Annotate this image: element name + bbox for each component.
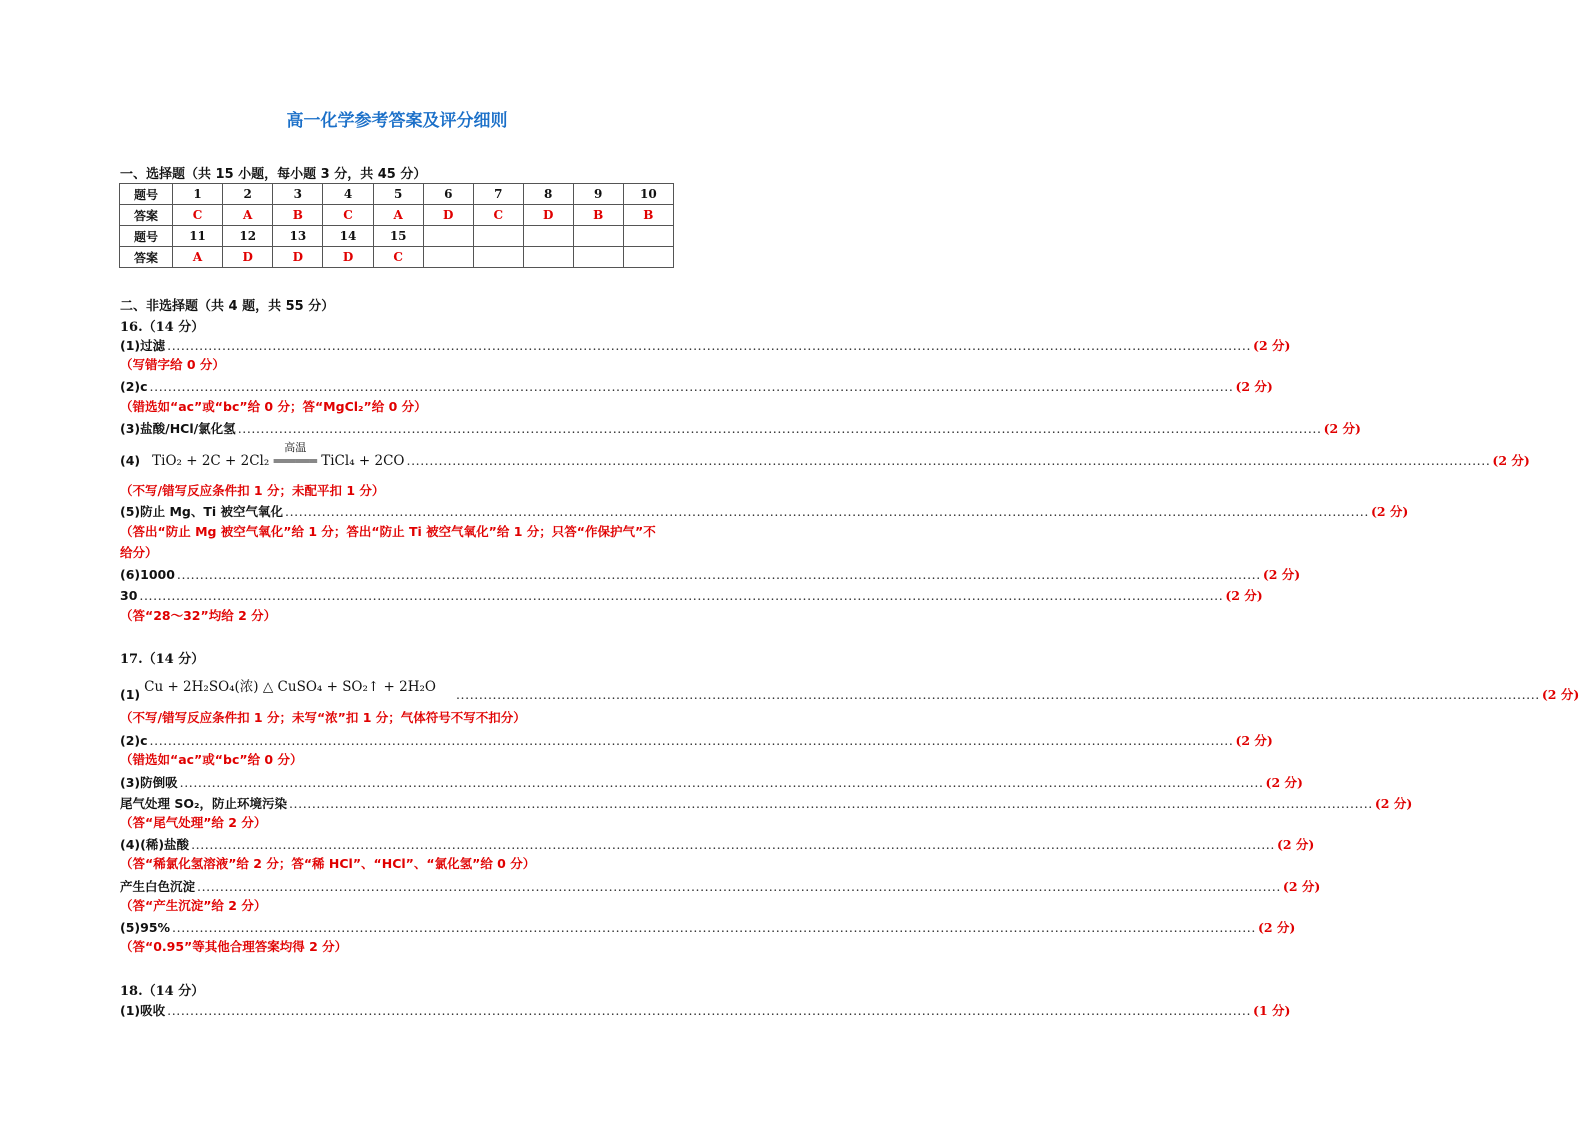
answer-line (120, 877, 1321, 895)
answer-text: 尾气处理 SO₂，防止环境污染 (120, 796, 287, 811)
table-row (120, 184, 674, 205)
points: (2 分) (1282, 879, 1321, 894)
table-cell (623, 226, 673, 247)
row-label-num: 题号 (120, 184, 173, 205)
leader-dots: ............................................................................................................................................................................................................................................. (288, 796, 1373, 811)
leader-dots: ............................................................................................................................................................................................................................................. (172, 920, 1256, 935)
answer-text: (3)防倒吸 (120, 775, 178, 790)
table-cell: 10 (623, 184, 673, 205)
answer-cell: D (423, 205, 473, 226)
scoring-note: （答“28～32”均给 2 分） (120, 608, 277, 623)
answer-cell: C (373, 247, 423, 268)
answer-text: (3)盐酸/HCl/氯化氢 (120, 421, 236, 436)
leader-dots: ............................................................................................................................................................................................................................................. (167, 1003, 1252, 1018)
points: (2 分) (1541, 687, 1579, 702)
table-row (120, 247, 674, 268)
answer-text: (5)95% (120, 920, 171, 935)
leader-dots: ............................................................................................................................................................................................................................................. (179, 775, 1264, 790)
answer-line (120, 377, 1273, 395)
answer-text: (4)(稀)盐酸 (120, 837, 190, 852)
answer-text: (6)1000 (120, 567, 175, 582)
leader-dots: ............................................................................................................................................................................................................................................. (406, 453, 1491, 468)
table-cell (523, 226, 573, 247)
table-cell: 15 (373, 226, 423, 247)
answer-line (120, 918, 1296, 936)
table-cell: 13 (273, 226, 323, 247)
chemical-equation: Cu + 2H₂SO₄(浓) △ CuSO₄ + SO₂↑ + 2H₂O (144, 679, 436, 695)
table-cell: 9 (573, 184, 623, 205)
answer-line (120, 586, 1263, 604)
answer-text: 30 (120, 588, 138, 603)
table-row (120, 226, 674, 247)
scoring-note: （答“产生沉淀”给 2 分） (120, 898, 267, 913)
points: (2 分) (1323, 421, 1361, 436)
table-cell (423, 226, 473, 247)
answer-cell: A (172, 247, 222, 268)
table-cell (573, 247, 623, 268)
row-label-ans: 答案 (120, 247, 173, 268)
points: (2 分) (1374, 796, 1413, 811)
answer-cell: D (523, 205, 573, 226)
answer-text: (1)过滤 (120, 338, 166, 353)
table-cell: 2 (223, 184, 273, 205)
answer-line (120, 794, 1413, 812)
table-cell: 7 (473, 184, 523, 205)
scoring-note: （不写/错写反应条件扣 1 分；未配平扣 1 分） (120, 483, 385, 498)
points: (2 分) (1370, 504, 1409, 519)
equation-left: TiO₂ + 2C + 2Cl₂ (152, 453, 270, 469)
page-title: 高一化学参考答案及评分细则 (286, 111, 508, 131)
answer-line (120, 1001, 1291, 1019)
leader-dots: ............................................................................................................................................................................................................................................. (139, 588, 1224, 603)
scoring-note: （写错字给 0 分） (120, 357, 225, 372)
answer-line (120, 419, 1361, 437)
scoring-note: （答“0.95”等其他合理答案均得 2 分） (120, 939, 348, 954)
answer-text: (1)吸收 (120, 1003, 166, 1018)
answer-line (120, 731, 1273, 749)
section2-heading: 二、非选择题（共 4 题，共 55 分） (120, 299, 335, 314)
table-row (120, 205, 674, 226)
answer-text: (5)防止 Mg、Ti 被空气氧化 (120, 504, 284, 519)
points: (2 分) (1253, 338, 1291, 353)
points: (2 分) (1235, 733, 1273, 748)
points: (2 分) (1492, 453, 1530, 468)
row-label-ans: 答案 (120, 205, 173, 226)
answer-line (120, 336, 1291, 354)
table-cell: 8 (523, 184, 573, 205)
row-label-num: 题号 (120, 226, 173, 247)
scoring-note: （不写/错写反应条件扣 1 分；未写“浓”扣 1 分；气体符号不写不扣分） (120, 710, 526, 725)
points: (1 分) (1253, 1003, 1291, 1018)
scoring-note: （答“稀氯化氢溶液”给 2 分；答“稀 HCl”、“HCl”、“氯化氢”给 0 分） (120, 856, 536, 871)
answer-cell: B (573, 205, 623, 226)
table-cell (473, 247, 523, 268)
leader-dots: ............................................................................................................................................................................................................................................. (455, 687, 1540, 702)
points: (2 分) (1225, 588, 1263, 603)
answer-cell: C (323, 205, 373, 226)
table-cell: 5 (373, 184, 423, 205)
answer-text: (2)c (120, 733, 148, 748)
scoring-note: （答“尾气处理”给 2 分） (120, 815, 267, 830)
leader-dots: ............................................................................................................................................................................................................................................. (285, 504, 1369, 519)
leader-dots: ............................................................................................................................................................................................................................................. (149, 733, 1234, 748)
table-cell (523, 247, 573, 268)
table-cell: 3 (273, 184, 323, 205)
answer-text: 产生白色沉淀 (120, 879, 196, 894)
points: (2 分) (1276, 837, 1315, 852)
section1-heading: 一、选择题（共 15 小题，每小题 3 分，共 45 分） (120, 167, 427, 182)
table-cell: 6 (423, 184, 473, 205)
answer-text: (4) (120, 453, 141, 468)
leader-dots: ............................................................................................................................................................................................................................................. (176, 567, 1261, 582)
scoring-note: （答出“防止 Mg 被空气氧化”给 1 分；答出“防止 Ti 被空气氧化”给 1 分；只答“作保护气”不给分） (120, 524, 656, 560)
answer-line (120, 835, 1315, 853)
answer-cell: D (273, 247, 323, 268)
answer-cell: A (223, 205, 273, 226)
table-cell (473, 226, 523, 247)
equation-right: TiCl₄ + 2CO (321, 453, 405, 469)
table-cell (423, 247, 473, 268)
points: (2 分) (1265, 775, 1303, 790)
leader-dots: ............................................................................................................................................................................................................................................. (191, 837, 1275, 852)
leader-dots: ............................................................................................................................................................................................................................................. (167, 338, 1252, 353)
answer-cell: A (373, 205, 423, 226)
answer-cell: C (172, 205, 222, 226)
answer-cell: B (273, 205, 323, 226)
answer-cell: D (323, 247, 373, 268)
answer-text: (1) (120, 687, 141, 702)
scoring-note: （错选如“ac”或“bc”给 0 分） (120, 752, 303, 767)
leader-dots: ............................................................................................................................................................................................................................................. (149, 379, 1234, 394)
answer-table (119, 183, 674, 268)
table-cell: 12 (223, 226, 273, 247)
answer-line (120, 679, 1579, 703)
q18-heading: 18.（14 分） (120, 984, 205, 999)
q17-heading: 17.（14 分） (120, 652, 205, 667)
chemical-equation (152, 441, 405, 469)
table-cell: 4 (323, 184, 373, 205)
answer-line (120, 773, 1303, 791)
answer-line (120, 441, 1530, 469)
answer-cell: C (473, 205, 523, 226)
points: (2 分) (1262, 567, 1301, 582)
scoring-note: （错选如“ac”或“bc”给 0 分；答“MgCl₂”给 0 分） (120, 399, 427, 414)
condition-label: 高温 (284, 441, 307, 454)
table-cell (573, 226, 623, 247)
points: (2 分) (1235, 379, 1273, 394)
answer-line (120, 502, 1409, 520)
answer-line (120, 565, 1301, 583)
answer-cell: B (623, 205, 673, 226)
reaction-condition (273, 441, 317, 468)
table-cell: 14 (323, 226, 373, 247)
equals-sign: ══════ (273, 454, 317, 468)
table-cell (623, 247, 673, 268)
leader-dots: ............................................................................................................................................................................................................................................. (197, 879, 1281, 894)
leader-dots: ............................................................................................................................................................................................................................................. (237, 421, 1322, 436)
table-cell: 11 (172, 226, 222, 247)
answer-text: (2)c (120, 379, 148, 394)
points: (2 分) (1257, 920, 1296, 935)
q16-heading: 16.（14 分） (120, 320, 205, 335)
answer-cell: D (223, 247, 273, 268)
table-cell: 1 (172, 184, 222, 205)
